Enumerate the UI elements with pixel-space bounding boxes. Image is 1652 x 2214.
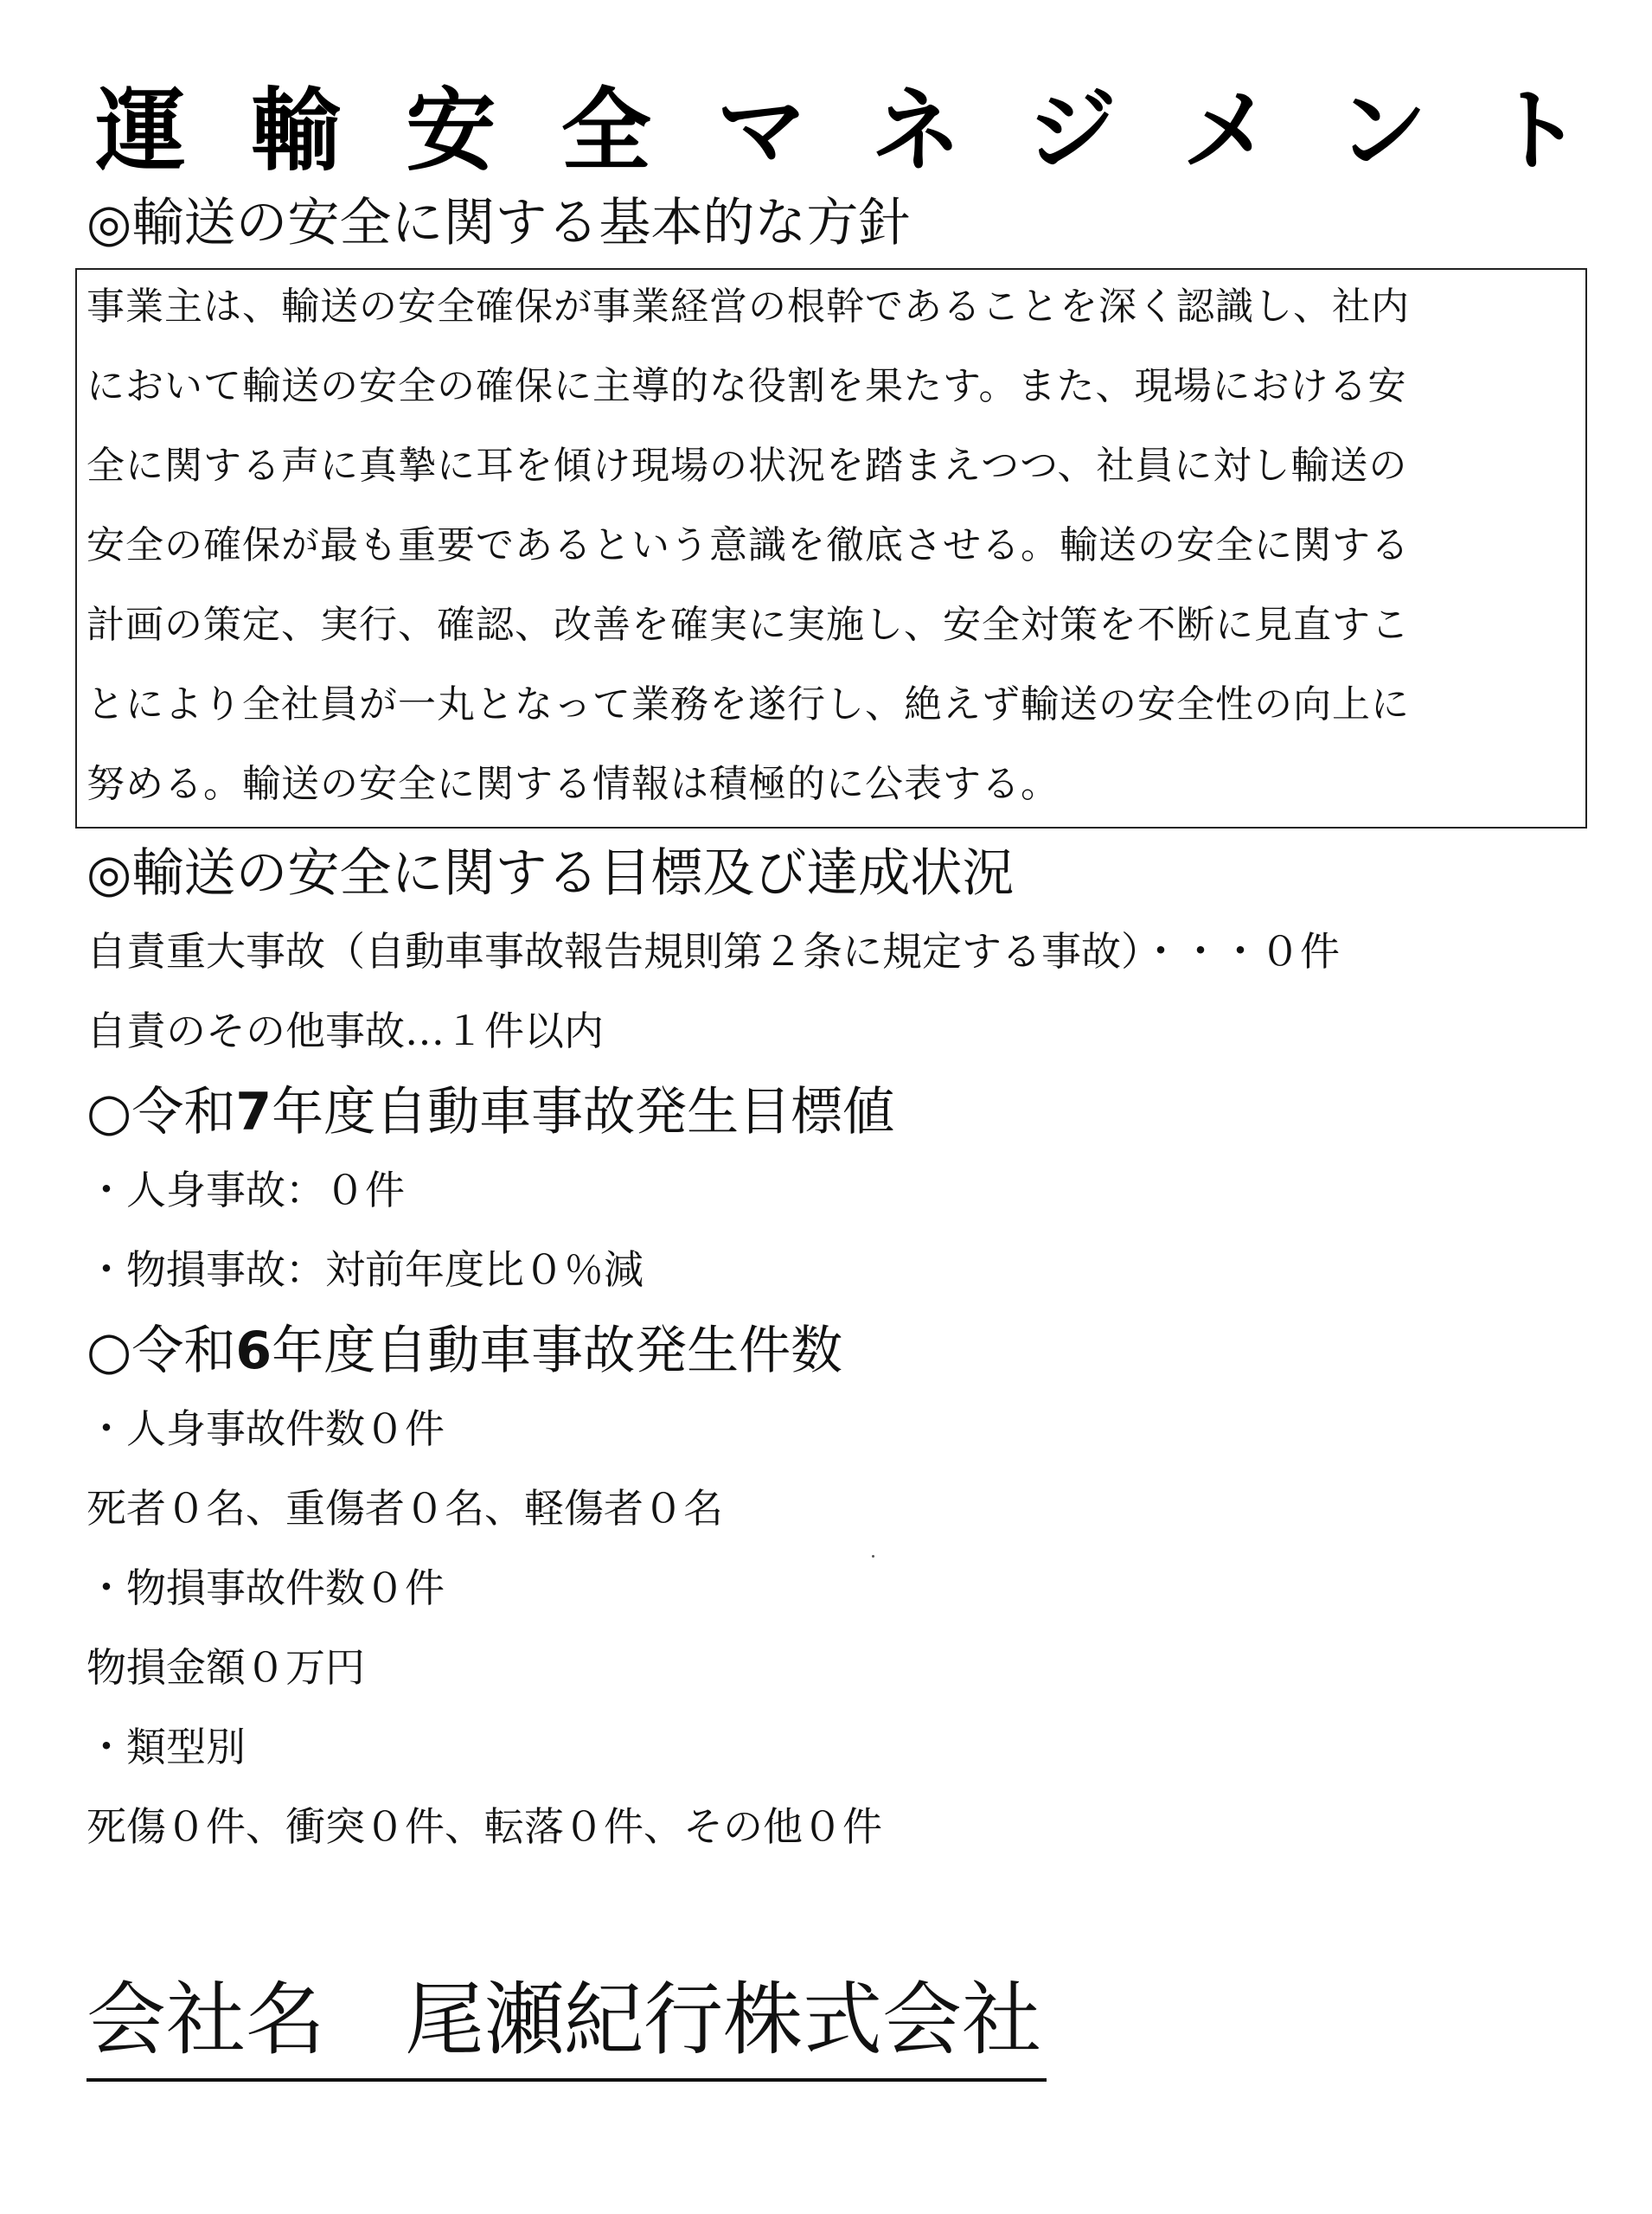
result-line: 死者０名、重傷者０名、軽傷者０名	[86, 1485, 723, 1532]
policy-line: とにより全社員が一丸となって業務を遂行し、絶えず輸送の安全性の向上に	[86, 682, 1410, 726]
policy-line: において輸送の安全の確保に主導的な役割を果たす。また、現場における安	[86, 364, 1407, 408]
results-heading-suffix: 年度自動車事故発生件数	[272, 1321, 843, 1381]
results-heading	[86, 1321, 843, 1381]
result-line: 死傷０件、衝突０件、転落０件、その他０件	[86, 1803, 882, 1850]
title-char: 運	[95, 77, 186, 183]
title-char: 安	[406, 77, 496, 183]
policy-heading: ◎輸送の安全に関する基本的な方針	[86, 193, 911, 253]
policy-line: 安全の確保が最も重要であるという意識を徹底させる。輸送の安全に関する	[86, 523, 1410, 567]
result-line: 物損金額０万円	[86, 1644, 365, 1691]
goals-heading: ◎輸送の安全に関する目標及び達成状況	[86, 843, 1015, 904]
title-char: ト	[1492, 77, 1583, 183]
title-char: メ	[1181, 77, 1272, 183]
goal-line: 自責のその他事故…１件以内	[86, 1008, 604, 1054]
results-heading-prefix: ○令和	[86, 1321, 236, 1381]
title-char: マ	[716, 77, 807, 183]
company-name: 会社名 尾瀬紀行株式会社	[86, 1974, 1042, 2066]
target-item: ・人身事故：０件	[86, 1167, 405, 1213]
targets-heading-year: 7	[235, 1082, 272, 1142]
title-char: ジ	[1027, 77, 1117, 183]
result-line: ・人身事故件数０件	[86, 1405, 445, 1452]
results-heading-year: 6	[235, 1321, 272, 1381]
document-title	[86, 76, 1591, 184]
title-char: 全	[560, 77, 651, 183]
title-char: ン	[1336, 77, 1427, 183]
title-char: 輸	[250, 77, 341, 183]
company-underline	[86, 2078, 1047, 2082]
goal-line: 自責重大事故（自動車事故報告規則第２条に規定する事故）・・・０件	[86, 928, 1340, 975]
policy-line: 努める。輸送の安全に関する情報は積極的に公表する。	[86, 762, 1060, 806]
targets-heading-suffix: 年度自動車事故発生目標値	[272, 1082, 895, 1142]
scan-speck	[872, 1555, 874, 1558]
target-item: ・物損事故：対前年度比０％減	[86, 1246, 644, 1293]
title-char: ネ	[871, 77, 962, 183]
policy-line: 計画の策定、実行、確認、改善を確実に実施し、安全対策を不断に見直すこ	[86, 603, 1410, 647]
policy-line: 全に関する声に真摯に耳を傾け現場の状況を踏まえつつ、社員に対し輸送の	[86, 444, 1408, 488]
result-line: ・物損事故件数０件	[86, 1565, 445, 1611]
policy-line: 事業主は、輸送の安全確保が事業経営の根幹であることを深く認識し、社内	[86, 285, 1410, 329]
targets-heading	[86, 1082, 895, 1142]
targets-heading-prefix: ○令和	[86, 1082, 236, 1142]
result-line: ・類型別	[86, 1724, 246, 1770]
